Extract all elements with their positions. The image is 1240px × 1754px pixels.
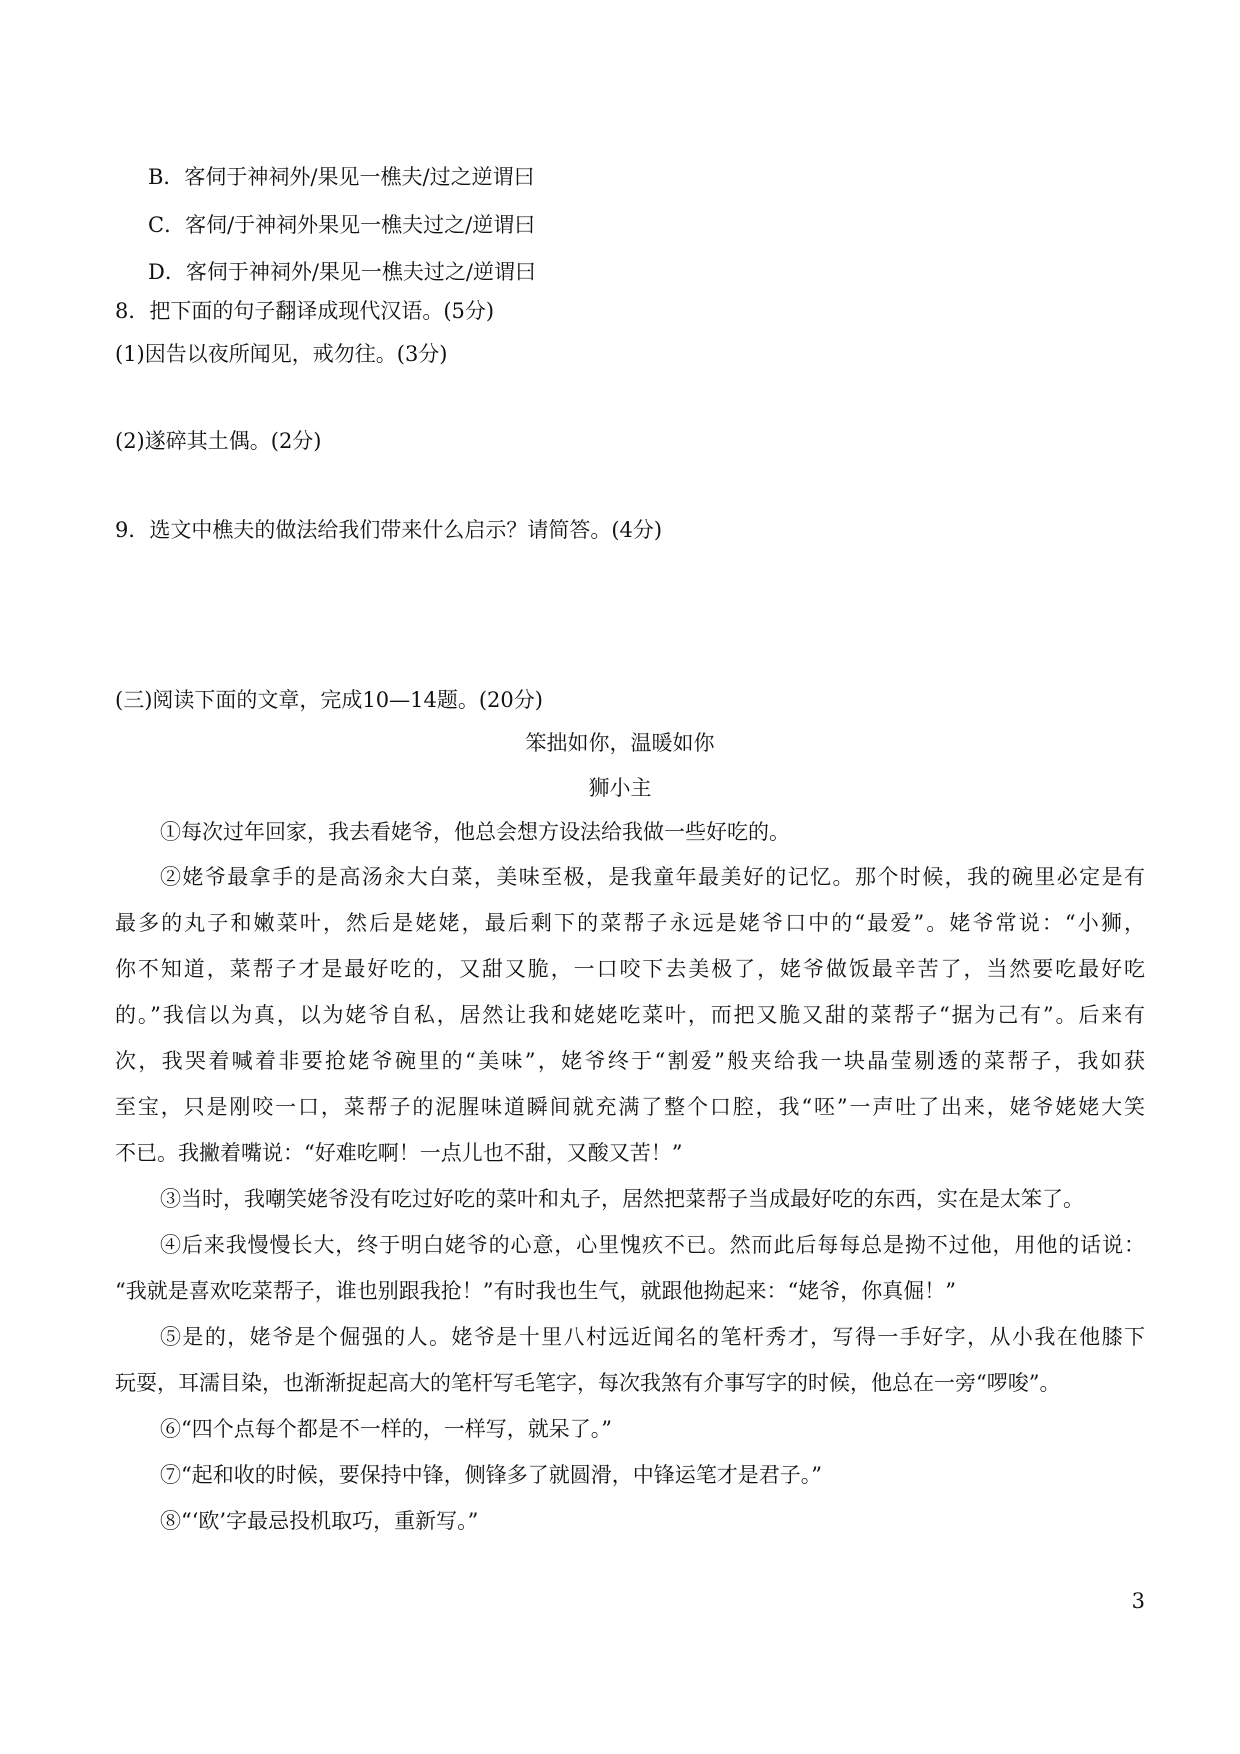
paragraph-2-line: 最多的丸子和嫩菜叶，然后是姥姥，最后剩下的菜帮子永远是姥爷口中的“最爱”。姥爷常说：“小狮， <box>115 911 1145 935</box>
question-8-title: 8．把下面的句子翻译成现代汉语。(5分) <box>115 299 495 323</box>
paragraph-5-line: ⑤是的，姥爷是个倔强的人。姥爷是十里八村远近闻名的笔杆秀才，写得一手好字，从小我在他膝下 <box>160 1325 1145 1349</box>
section-3-heading: (三)阅读下面的文章，完成10—14题。(20分) <box>115 688 543 712</box>
paragraph-8: ⑧“‘欧’字最忌投机取巧，重新写。” <box>160 1509 479 1533</box>
paragraph-4-line: “我就是喜欢吃菜帮子，谁也别跟我抢！”有时我也生气，就跟他拗起来：“姥爷，你真倔！” <box>115 1279 956 1303</box>
paragraph-2-line: 不已。我撇着嘴说：“好难吃啊！一点儿也不甜，又酸又苦！” <box>115 1141 683 1165</box>
paragraph-2-line: 次，我哭着喊着非要抢姥爷碗里的“美味”，姥爷终于“割爱”般夹给我一块晶莹剔透的菜帮子，我如获 <box>115 1049 1145 1073</box>
paragraph-1: ①每次过年回家，我去看姥爷，他总会想方设法给我做一些好吃的。 <box>160 820 790 844</box>
option-b: B．客伺于神祠外/果见一樵夫/过之逆谓曰 <box>148 165 535 189</box>
paragraph-2-line: ②姥爷最拿手的是高汤汆大白菜，美味至极，是我童年最美好的记忆。那个时候，我的碗里必定是有 <box>160 865 1145 889</box>
article-title: 笨拙如你，温暖如你 <box>525 731 715 755</box>
option-c: C．客伺/于神祠外果见一樵夫过之/逆谓曰 <box>148 213 536 237</box>
paragraph-2-line: 至宝，只是刚咬一口，菜帮子的泥腥味道瞬间就充满了整个口腔，我“呸”一声吐了出来，姥爷姥姥大笑 <box>115 1095 1145 1119</box>
paragraph-7: ⑦“起和收的时候，要保持中锋，侧锋多了就圆滑，中锋运笔才是君子。” <box>160 1463 822 1487</box>
option-d: D．客伺于神祠外/果见一樵夫过之/逆谓曰 <box>148 260 536 284</box>
paragraph-5-line: 玩耍，耳濡目染，也渐渐捉起高大的笔杆写毛笔字，每次我煞有介事写字的时候，他总在一旁“啰唆”。 <box>115 1371 1061 1395</box>
page-number: 3 <box>1131 1589 1145 1613</box>
question-8-sub-2: (2)遂碎其土偶。(2分) <box>115 429 322 453</box>
paragraph-4-line: ④后来我慢慢长大，终于明白姥爷的心意，心里愧疚不已。然而此后每每总是拗不过他，用他的话说： <box>160 1233 1145 1257</box>
article-author: 狮小主 <box>588 776 652 800</box>
question-8-sub-1: (1)因告以夜所闻见，戒勿往。(3分) <box>115 342 448 366</box>
paragraph-3: ③当时，我嘲笑姥爷没有吃过好吃的菜叶和丸子，居然把菜帮子当成最好吃的东西，实在是太笨了。 <box>160 1187 1084 1211</box>
paragraph-2-line: 你不知道，菜帮子才是最好吃的，又甜又脆，一口咬下去美极了，姥爷做饭最辛苦了，当然要吃最好吃 <box>115 957 1145 981</box>
paragraph-2-line: 的。”我信以为真，以为姥爷自私，居然让我和姥姥吃菜叶，而把又脆又甜的菜帮子“据为己有”。后来有 <box>115 1003 1145 1027</box>
question-9-title: 9．选文中樵夫的做法给我们带来什么启示？请简答。(4分) <box>115 518 663 542</box>
paragraph-6: ⑥“四个点每个都是不一样的，一样写，就呆了。” <box>160 1417 612 1441</box>
